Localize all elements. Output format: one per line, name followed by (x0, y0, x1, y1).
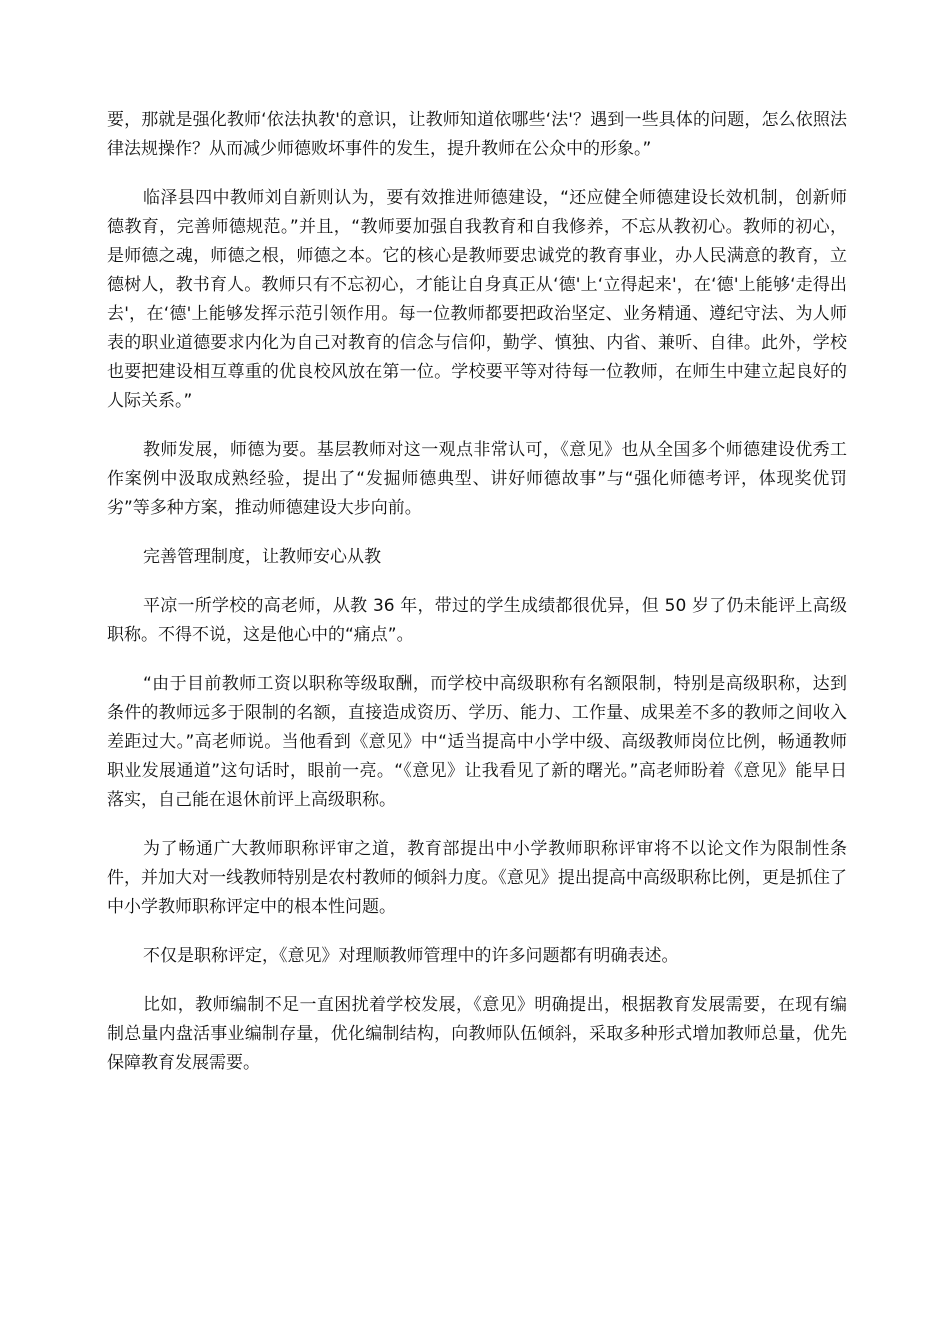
paragraph-continuation: 要，那就是强化教师‘依法执教'的意识，让教师知道依哪些‘法'？遇到一些具体的问题，怎么依照法律法规操作？从而减少师德败坏事件的发生，提升教师在公众中的形象。” (107, 110, 847, 159)
section-heading: 完善管理制度，让教师安心从教 (143, 547, 381, 567)
paragraph-management-issues: 不仅是职称评定，《意见》对理顺教师管理中的许多问题都有明确表述。 (143, 946, 679, 966)
paragraph-gao-quote: “由于目前教师工资以职称等级取酬，而学校中高级职称有名额限制，特别是高级职称，达到条件的教师远多于限制的名额，直接造成资历、学历、能力、工作量、成果差不多的教师之间收入差距过大。”高老师说。当他看到《意见》中“适当提高中小学中级、高级教师岗位比例，畅通教师职业发展通道”这句话时，眼前一亮。“《意见》让我看见了新的曙光。”高老师盼着《意见》能早日落实，自己能在退休前评上高级职称。 (107, 674, 847, 810)
paragraph-liu-zixin: 临泽县四中教师刘自新则认为，要有效推进师德建设，“还应健全师德建设长效机制，创新师德教育，完善师德规范。”并且，“教师要加强自我教育和自我修养，不忘从教初心。教师的初心，是师德之魂，师德之根，师德之本。它的核心是教师要忠诚党的教育事业，办人民满意的教育，立德树人，教书育人。教师只有不忘初心，才能让自身真正从‘德'上‘立得起来'，在‘德'上能够‘走得出去'，在‘德'上能够发挥示范引领作用。每一位教师都要把政治坚定、业务精通、遵纪守法、为人师表的职业道德要求内化为自己对教育的信念与信仰，勤学、慎独、内省、兼听、自律。此外，学校也要把建设相互尊重的优良校风放在第一位。学校要平等对待每一位教师，在师生中建立起良好的人际关系。” (107, 188, 847, 411)
paragraph-teacher-gao: 平凉一所学校的高老师，从教 36 年，带过的学生成绩都很优异，但 50 岁了仍未能评上高级职称。不得不说，这是他心中的“痛点”。 (107, 596, 847, 645)
paragraph-staffing: 比如，教师编制不足一直困扰着学校发展，《意见》明确提出，根据教育发展需要，在现有编制总量内盘活事业编制存量，优化编制结构，向教师队伍倾斜，采取多种形式增加教师总量，优先保障教育发展需要。 (107, 995, 847, 1073)
article-body (107, 106, 847, 1098)
paragraph-teacher-development: 教师发展，师德为要。基层教师对这一观点非常认可，《意见》也从全国多个师德建设优秀工作案例中汲取成熟经验，提出了“发掘师德典型、讲好师德故事”与“强化师德考评，体现奖优罚劣”等多种方案，推动师德建设大步向前。 (107, 440, 847, 518)
paragraph-title-evaluation: 为了畅通广大教师职称评审之道，教育部提出中小学教师职称评审将不以论文作为限制性条件，并加大对一线教师特别是农村教师的倾斜力度。《意见》提出提高中高级职称比例，更是抓住了中小学教师职称评定中的根本性问题。 (107, 839, 847, 917)
